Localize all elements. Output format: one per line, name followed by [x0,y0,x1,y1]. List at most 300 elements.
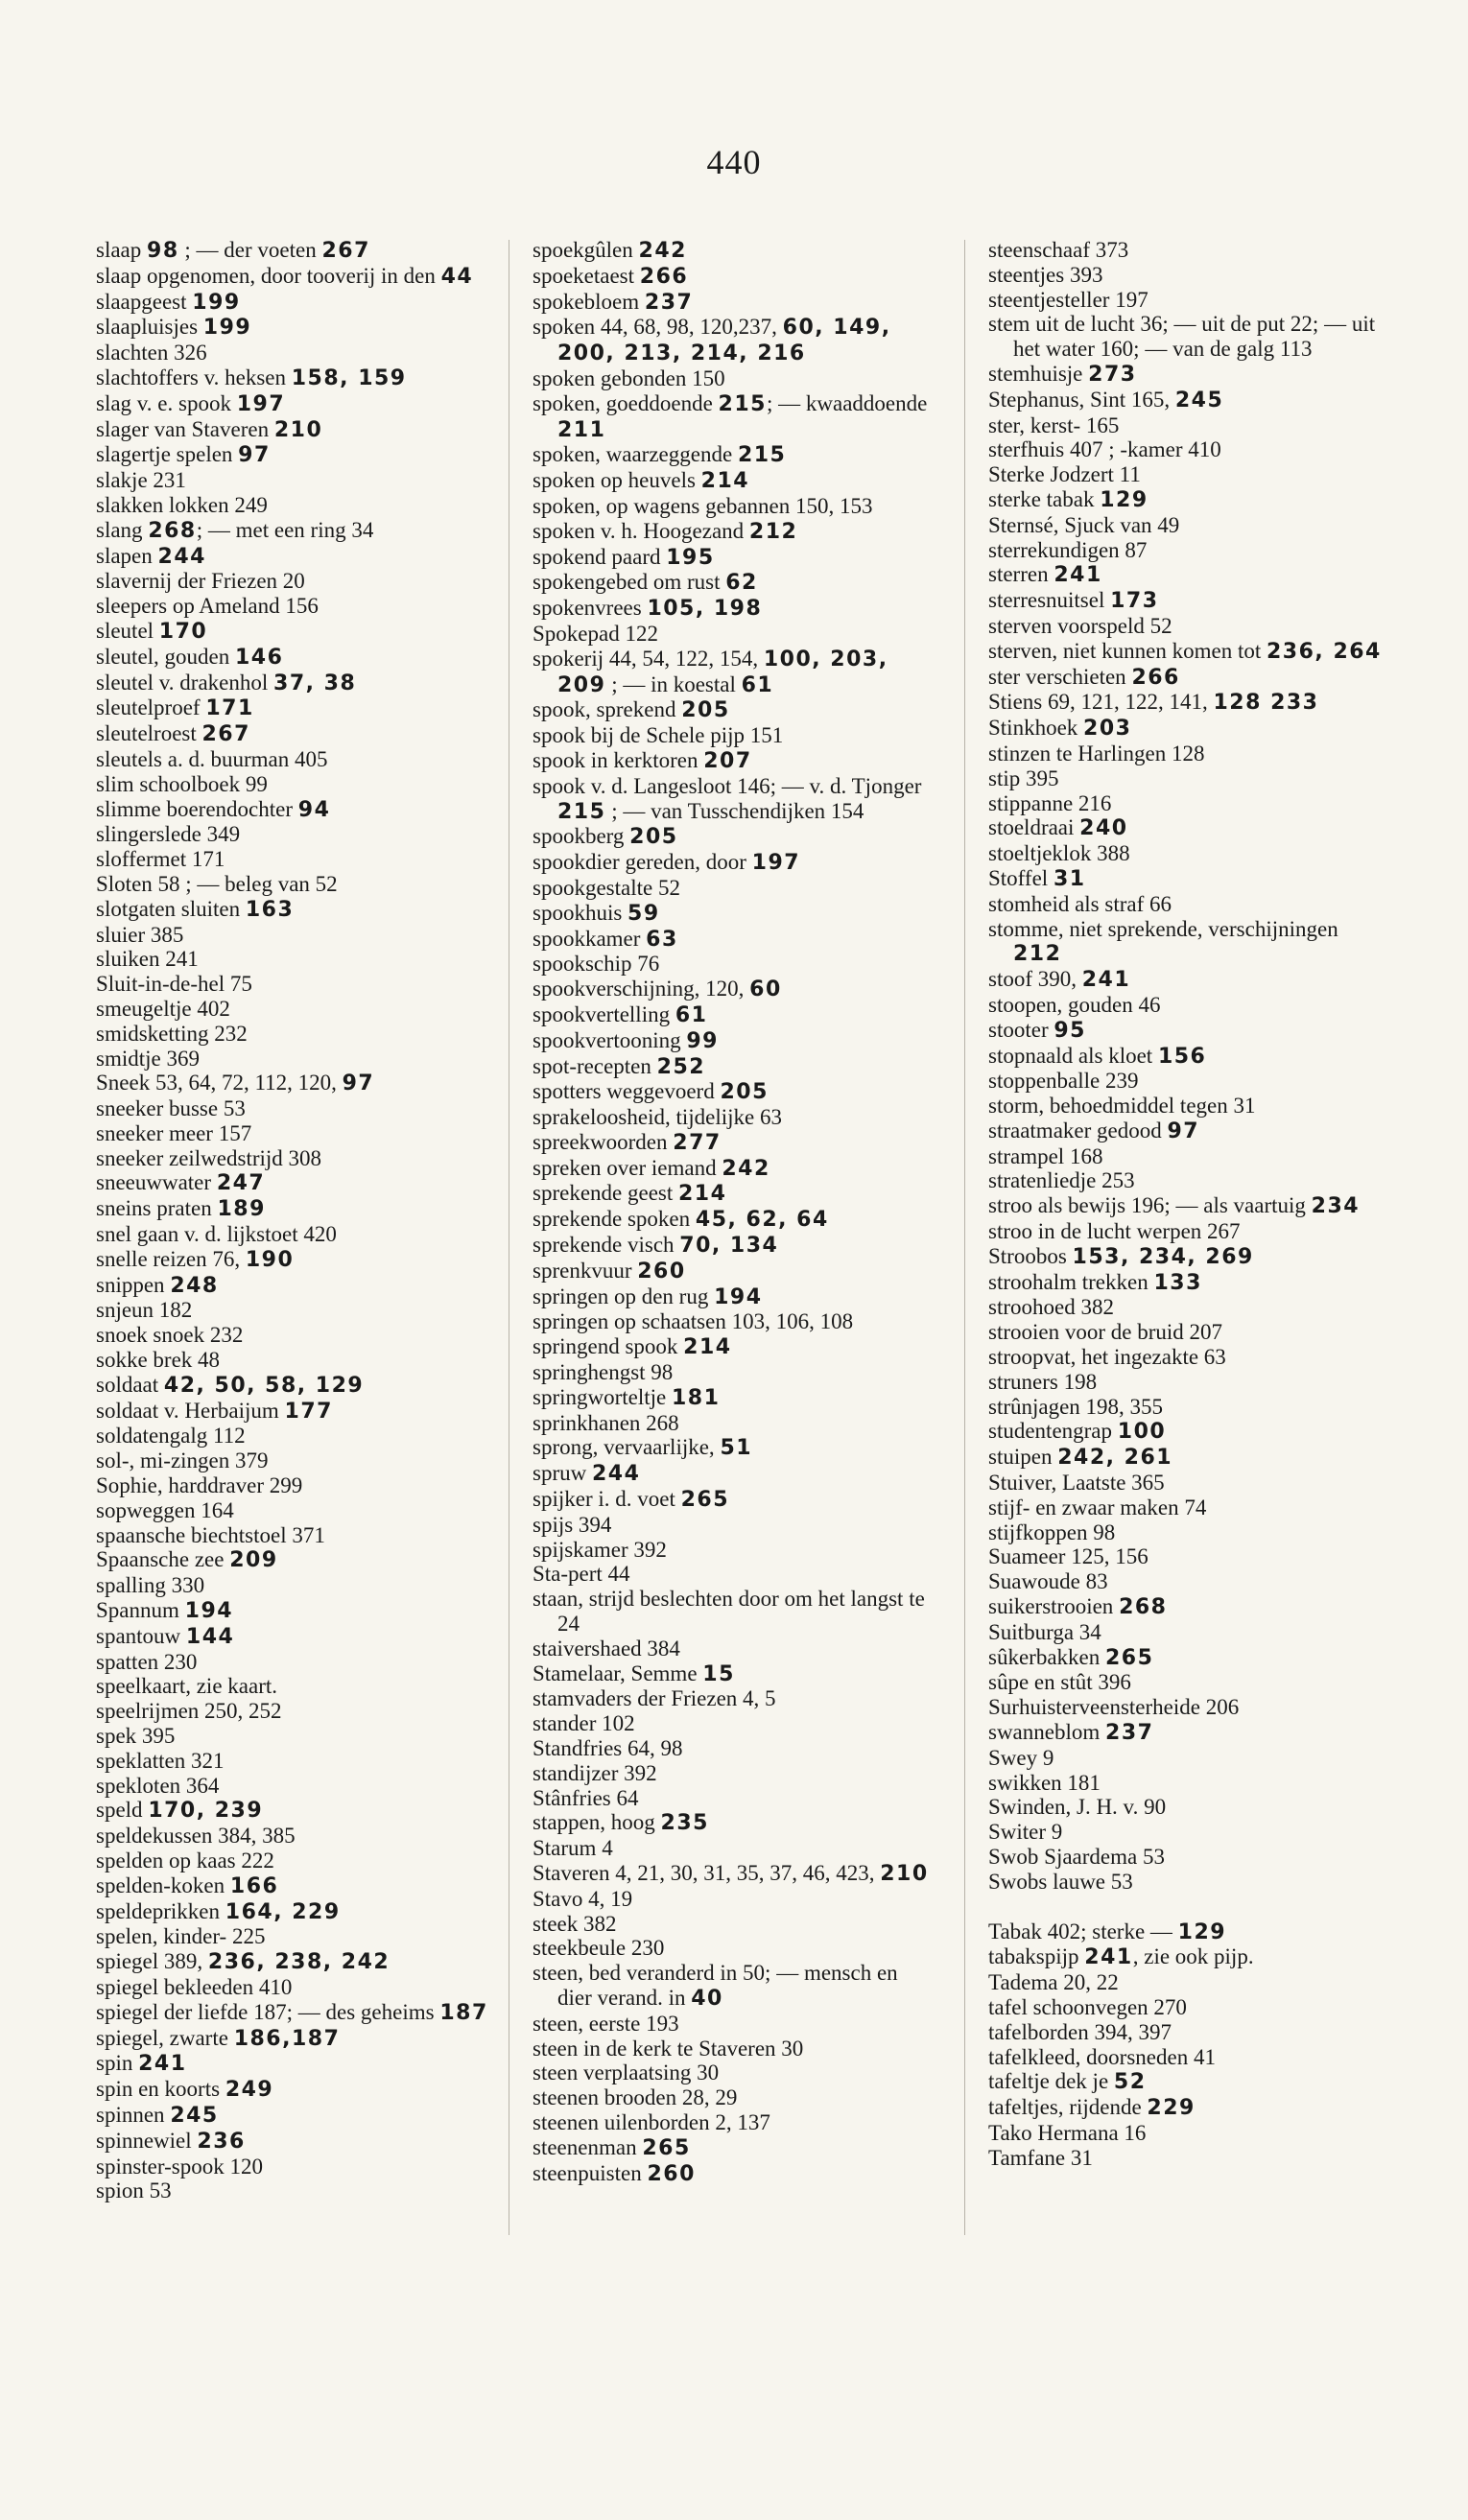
bold-page-ref: 40 [691,1986,723,2011]
index-entry: stappen, hoog 235 [533,1810,709,1836]
bold-page-ref: 170, 239 [148,1799,264,1824]
index-entry: Spaansche zee 209 [96,1547,278,1573]
index-entry: steek 382 [533,1911,617,1936]
bold-page-ref: 273 [1088,362,1137,387]
bold-page-ref: 42, 50, 58, 129 [163,1373,365,1398]
index-entry: Stamelaar, Semme 15 [533,1660,735,1686]
index-entry: spatten 230 [96,1649,198,1674]
index-entry: spoken, goeddoende 215; — kwaaddoende 211 [533,390,928,442]
index-entry: slaapgeest 199 [96,289,241,315]
index-entry: sneeuwwater 247 [96,1170,266,1196]
bold-page-ref: 128 233 [1213,691,1319,716]
index-entry: spoken op heuvels 214 [533,468,750,494]
index-entry: sterke tabak 129 [988,486,1148,512]
index-entry: spoken v. h. Hoogezand 212 [533,518,798,544]
index-entry: smidsketting 232 [96,1021,248,1046]
bold-page-ref: 249 [225,2078,274,2103]
index-entry: steenpuisten 260 [533,2160,696,2186]
index-entry: steenschaaf 373 [988,238,1129,262]
index-entry: slakje 231 [96,468,186,493]
bold-page-ref: 266 [639,264,689,289]
bold-page-ref: 194 [714,1284,763,1309]
index-entry: stinzen te Harlingen 128 [988,741,1205,765]
index-entry: spookhuis 59 [533,900,660,926]
bold-page-ref: 61 [675,1002,708,1027]
bold-page-ref: 15 [702,1661,735,1686]
index-entry: snelle reizen 76, 190 [96,1246,295,1272]
bold-page-ref: 240 [1079,816,1128,841]
index-entry: stroohoed 382 [988,1295,1114,1320]
index-entry: sluier 385 [96,922,184,947]
index-entry: springhengst 98 [533,1360,674,1385]
index-entry: slim schoolboek 99 [96,771,268,796]
index-entry: strampel 168 [988,1143,1103,1168]
index-entry: stijf- en zwaar maken 74 [988,1495,1207,1519]
bold-page-ref: 211 [557,417,606,442]
bold-page-ref: 62 [725,571,758,596]
index-entry: steekbeule 230 [533,1936,665,1961]
index-entry: spelden op kaas 222 [96,1849,274,1872]
bold-page-ref: 97 [238,443,271,468]
index-entry: slachtoffers v. heksen 158, 159 [96,365,407,390]
index-entry: steen in de kerk te Staveren 30 [533,2036,804,2061]
bold-page-ref: 267 [201,722,250,747]
index-entry: sleutel v. drakenhol 37, 38 [96,670,357,695]
bold-page-ref: 207 [703,748,752,773]
bold-page-ref: 170 [158,619,208,644]
index-entry: spin 241 [96,2051,187,2077]
bold-page-ref: 205 [629,825,678,850]
bold-page-ref: 252 [656,1054,706,1079]
index-entry: spook in kerktoren 207 [533,747,752,773]
bold-page-ref: 60 [749,977,782,1002]
index-entry: sprekende geest 214 [533,1181,727,1207]
bold-page-ref: 248 [170,1273,219,1298]
bold-page-ref: 265 [1105,1645,1154,1670]
bold-page-ref: 70, 134 [679,1234,779,1259]
index-entry: stoopen, gouden 46 [988,992,1161,1017]
index-entry: snjeun 182 [96,1298,193,1323]
index-entry: spoeketaest 266 [533,263,689,289]
bold-page-ref: 166 [229,1873,279,1898]
index-entry: spelen, kinder- 225 [96,1924,266,1949]
bold-page-ref: 199 [202,316,252,341]
index-entry: tafelkleed, doorsneden 41 [988,2044,1216,2069]
bold-page-ref: 164, 229 [225,1899,341,1924]
index-entry: Suitburga 34 [988,1619,1101,1644]
bold-page-ref: 247 [216,1171,266,1196]
index-entry: Staveren 4, 21, 30, 31, 35, 37, 46, 423, 210 [533,1861,929,1886]
index-entry: spantouw 144 [96,1623,235,1649]
index-entry: stuipen 242, 261 [988,1445,1173,1471]
bold-page-ref: 100 [1117,1420,1167,1445]
index-entry: smeugeltje 402 [96,996,230,1021]
index-entry: spoekgûlen 242 [533,238,687,263]
index-entry: stem uit de lucht 36; — uit de put 22; — uit het water 160; — van de galg 113 [988,312,1376,362]
index-entry: swanneblom 237 [988,1720,1154,1746]
bold-page-ref: 153, 234, 269 [1072,1244,1254,1269]
bold-page-ref: 52 [1113,2070,1147,2095]
index-entry: spokend paard 195 [533,544,715,570]
index-entry: slakken lokken 249 [96,492,268,517]
index-entry: Tamfane 31 [988,2145,1093,2170]
bold-page-ref: 203 [1083,717,1132,742]
index-entry: springworteltje 181 [533,1384,721,1410]
index-entry: Stiens 69, 121, 122, 141, 128 233 [988,690,1319,716]
index-entry: stroo in de lucht werpen 267 [988,1219,1241,1244]
index-entry: spalling 330 [96,1573,205,1598]
index-entry: stip 395 [988,765,1059,790]
index-entry: sprenkvuur 260 [533,1258,686,1284]
index-entry: sleepers op Ameland 156 [96,594,319,619]
index-entry: spaansche biechtstoel 371 [96,1522,325,1547]
bold-page-ref: 59 [627,901,660,926]
index-entry: Stoffel 31 [988,865,1086,891]
index-entry: stroo als bewijs 196; — als vaartuig 234 [988,1193,1361,1219]
index-entry: sprekende spoken 45, 62, 64 [533,1207,829,1233]
index-entry: sprong, vervaarlijke, 51 [533,1435,753,1461]
index-entry: Swobs lauwe 53 [988,1869,1133,1894]
index-entry: tafel schoonvegen 270 [988,1994,1187,2019]
index-column-1 [96,238,489,2203]
index-entry: slager van Staveren 210 [96,416,323,442]
index-entry: speklatten 321 [96,1748,225,1773]
index-entry: strûnjagen 198, 355 [988,1394,1164,1419]
index-entry: ster, kerst- 165 [988,412,1120,437]
index-entry: spion 53 [96,2179,172,2203]
bold-page-ref: 94 [297,797,331,822]
bold-page-ref: 241 [1054,563,1102,588]
bold-page-ref: 236 [197,2129,246,2154]
index-entry: spijskamer 392 [533,1537,667,1562]
index-entry: sûkerbakken 265 [988,1644,1154,1670]
index-entry: stemhuisje 273 [988,361,1137,387]
bold-page-ref: 158, 159 [291,365,407,390]
index-entry: ster verschieten 266 [988,664,1180,690]
index-entry: spinnewiel 236 [96,2128,246,2154]
bold-page-ref: 265 [680,1488,730,1513]
index-entry: spinnen 245 [96,2102,219,2128]
index-entry: sokke brek 48 [96,1348,221,1373]
index-entry: slachten 326 [96,341,207,365]
index-entry: slaap opgenomen, door tooverij in den 44 [96,263,474,289]
index-entry: spook bij de Schele pijp 151 [533,723,784,748]
index-entry: spokerij 44, 54, 122, 154, 100, 203, 209 ; — in koestal 61 [533,646,888,697]
index-entry: slavernij der Friezen 20 [96,569,305,594]
index-entry: spoken 44, 68, 98, 120,237, 60, 149, 200, 213, 214, 216 [533,315,891,366]
bold-page-ref: 212 [748,519,798,544]
index-entry: standijzer 392 [533,1760,657,1785]
bold-page-ref: 100, 203, 209 [557,647,888,697]
index-entry: speelkaart, zie kaart. [96,1674,277,1699]
bold-page-ref: 163 [245,897,295,922]
bold-page-ref: 60, 149, 200, 213, 214, 216 [557,316,891,366]
index-entry: springen op schaatsen 103, 106, 108 [533,1309,854,1334]
index-entry: steenenman 265 [533,2134,691,2160]
index-entry: Sta-pert 44 [533,1562,630,1587]
bold-page-ref: 235 [660,1811,709,1836]
index-entry: Tadema 20, 22 [988,1970,1119,1995]
index-entry: spookschip 76 [533,952,660,977]
index-entry: sterfhuis 407 ; -kamer 410 [988,437,1221,462]
index-entry: Stroobos 153, 234, 269 [988,1243,1254,1269]
bold-page-ref: 266 [1131,665,1180,690]
bold-page-ref: 237 [644,290,694,315]
index-entry: spookkamer 63 [533,926,678,952]
index-entry: sluiken 241 [96,947,199,972]
bold-page-ref: 210 [880,1862,929,1886]
index-entry: sûpe en stût 396 [988,1670,1131,1695]
index-entry: sleutels a. d. buurman 405 [96,746,328,771]
index-entry: steentjesteller 197 [988,287,1148,312]
bold-page-ref: 245 [170,2103,219,2128]
index-entry: spookgestalte 52 [533,875,680,900]
index-entry: Starum 4 [533,1836,613,1861]
index-entry: slapen 244 [96,543,206,569]
index-entry: stoppenballe 239 [988,1069,1139,1094]
bold-page-ref: 241 [1084,1945,1133,1970]
bold-page-ref: 214 [700,469,750,494]
index-entry: struners 198 [988,1369,1098,1394]
bold-page-ref: 45, 62, 64 [695,1208,829,1233]
index-entry: spokebloem 237 [533,289,694,315]
index-entry: slotgaten sluiten 163 [96,896,295,922]
bold-page-ref: 229 [1147,2096,1196,2121]
index-entry: speld 170, 239 [96,1798,264,1824]
index-entry: spek 395 [96,1724,176,1749]
index-entry: Stuiver, Laatste 365 [988,1471,1165,1496]
index-entry: studentengrap 100 [988,1419,1167,1445]
index-entry: Stinkhoek 203 [988,716,1132,742]
index-entry: stroopvat, het ingezakte 63 [988,1345,1226,1370]
index-entry: Sloten 58 ; — beleg van 52 [96,871,338,896]
bold-page-ref: 236, 264 [1267,639,1382,664]
index-entry: suikerstrooien 268 [988,1594,1168,1620]
index-entry: stoeldraai 240 [988,815,1128,841]
bold-page-ref: 63 [646,927,678,952]
index-entry: stroohalm trekken 133 [988,1269,1202,1295]
bold-page-ref: 197 [751,851,801,876]
index-entry: spookvertelling 61 [533,1001,708,1027]
index-entry: stomme, niet sprekende, verschijningen 212 [988,916,1338,967]
index-entry: staan, strijd beslechten door om het langst te 24 [533,1587,925,1637]
index-entry: stippanne 216 [988,790,1112,815]
bold-page-ref: 97 [342,1072,375,1096]
index-entry: Sneek 53, 64, 72, 112, 120, 97 [96,1071,375,1096]
index-entry: snippen 248 [96,1272,219,1298]
bold-page-ref: 95 [1054,1018,1086,1043]
bold-page-ref: 37, 38 [273,671,357,695]
index-entry: spinster-spook 120 [96,2154,263,2179]
bold-page-ref: 214 [678,1182,727,1207]
index-entry: Tabak 402; sterke — 129 [988,1919,1227,1944]
index-entry: sneins praten 189 [96,1196,266,1222]
index-entry: tabakspijp 241, zie ook pijp. [988,1944,1254,1970]
index-entry: spotters weggevoerd 205 [533,1079,769,1105]
index-entry: stopnaald als kloet 156 [988,1043,1207,1069]
index-entry: sleutel 170 [96,618,208,644]
bold-page-ref: 199 [192,290,241,315]
index-entry: soldaat v. Herbaijum 177 [96,1398,333,1424]
bold-page-ref: 146 [235,645,284,670]
bold-page-ref: 205 [720,1080,769,1105]
bold-page-ref: 277 [673,1130,722,1155]
index-entry: springen op den rug 194 [533,1284,763,1309]
bold-page-ref: 97 [1167,1119,1200,1143]
bold-page-ref: 190 [245,1247,295,1272]
index-entry: Spokepad 122 [533,621,658,646]
bold-page-ref: 156 [1157,1044,1207,1069]
index-entry: spookberg 205 [533,824,678,850]
index-entry: spiegel 389, 236, 238, 242 [96,1949,391,1975]
index-entry: spook, sprekend 205 [533,697,730,723]
index-entry: spoken, waarzeggende 215 [533,442,787,468]
index-entry: steenen uilenborden 2, 137 [533,2109,770,2134]
index-entry: snoek snoek 232 [96,1323,244,1348]
index-entry: sprinkhanen 268 [533,1410,679,1435]
index-entry: sprekende visch 70, 134 [533,1233,779,1259]
index-entry: tafeltje dek je 52 [988,2069,1147,2095]
index-entry: Suameer 125, 156 [988,1544,1148,1569]
bold-page-ref: 241 [1081,968,1131,993]
bold-page-ref: 267 [321,239,370,263]
index-column-2 [533,238,931,2186]
index-entry: spoken, op wagens gebannen 150, 153 [533,493,873,518]
index-entry: storm, behoedmiddel tegen 31 [988,1094,1256,1119]
bold-page-ref: 177 [284,1399,333,1424]
index-entry: smidtje 369 [96,1046,200,1071]
index-entry: sneeker meer 157 [96,1120,252,1145]
index-entry: swikken 181 [988,1770,1101,1795]
index-entry: sol-, mi-zingen 379 [96,1448,269,1473]
index-entry: speelrijmen 250, 252 [96,1699,282,1724]
bold-page-ref: 197 [236,391,286,416]
index-entry: spiegel, zwarte 186,187 [96,2025,341,2051]
index-entry: slagertje spelen 97 [96,442,271,468]
index-entry: slang 268; — met een ring 34 [96,517,374,543]
index-entry: spook v. d. Langesloot 146; — v. d. Tjonger 215 ; — van Tusschendijken 154 [533,773,922,824]
index-entry: steen, eerste 193 [533,2011,679,2036]
index-entry: slaap 98 ; — der voeten 267 [96,238,370,263]
index-entry: Swey 9 [988,1745,1054,1770]
index-entry: spot-recepten 252 [533,1053,706,1079]
index-entry: springend spook 214 [533,1334,732,1360]
index-entry: Switer 9 [988,1820,1063,1845]
index-entry: stoeltjeklok 388 [988,841,1130,866]
bold-page-ref: 173 [1110,589,1159,614]
index-entry: snel gaan v. d. lijkstoet 420 [96,1222,337,1247]
bold-page-ref: 242 [638,239,687,263]
bold-page-ref: 244 [157,544,206,569]
column-divider [964,240,965,2235]
index-entry: slingerslede 349 [96,822,241,847]
index-entry: spoken gebonden 150 [533,365,725,390]
index-entry: spookverschijning, 120, 60 [533,977,782,1002]
index-entry: sterven voorspeld 52 [988,613,1172,638]
index-entry: slaapluisjes 199 [96,315,252,341]
index-entry: spookvertooning 99 [533,1027,719,1053]
index-entry: sterrekundigen 87 [988,537,1148,562]
bold-page-ref: 242, 261 [1057,1446,1173,1471]
index-entry: sopweggen 164 [96,1497,234,1522]
index-entry: spreekwoorden 277 [533,1129,722,1155]
bold-page-ref: 212 [1013,942,1062,967]
index-entry: sleutelroest 267 [96,721,250,747]
index-entry: Sterke Jodzert 11 [988,462,1141,487]
index-entry: steen, bed veranderd in 50; — mensch en dier verand. in 40 [533,1961,898,2011]
index-entry: Standfries 64, 98 [533,1736,683,1761]
index-entry: stijfkoppen 98 [988,1519,1116,1544]
index-entry: tafeltjes, rijdende 229 [988,2095,1196,2121]
index-entry: Swinden, J. H. v. 90 [988,1795,1167,1820]
index-entry: spekloten 364 [96,1773,220,1798]
index-entry: Spannum 194 [96,1598,234,1624]
index-entry: sprakeloosheid, tijdelijke 63 [533,1105,782,1130]
index-entry: Stavo 4, 19 [533,1886,633,1911]
index-entry: sterresnuitsel 173 [988,588,1159,614]
index-entry: slimme boerendochter 94 [96,796,331,822]
index-entry: slag v. e. spook 197 [96,390,286,416]
index-entry: tafelborden 394, 397 [988,2019,1172,2044]
index-entry: spiegel bekleeden 410 [96,1974,293,1999]
bold-page-ref: 133 [1153,1270,1202,1295]
index-entry: steentjes 393 [988,262,1103,287]
index-entry: sneeker busse 53 [96,1096,246,1121]
bold-page-ref: 234 [1311,1194,1361,1219]
index-entry: Tako Hermana 16 [988,2120,1147,2145]
bold-page-ref: 187 [439,2000,488,2025]
index-entry: stoof 390, 241 [988,967,1131,993]
bold-page-ref: 245 [1174,388,1224,412]
index-entry: spokenvrees 105, 198 [533,596,763,622]
index-entry: Sophie, harddraver 299 [96,1473,303,1498]
bold-page-ref: 105, 198 [647,597,763,622]
bold-page-ref: 237 [1105,1721,1154,1746]
index-entry: spruw 244 [533,1461,641,1487]
bold-page-ref: 205 [681,698,730,723]
index-entry: spijs 394 [533,1512,612,1537]
bold-page-ref: 210 [273,417,323,442]
index-entry: spokengebed om rust 62 [533,570,758,596]
bold-page-ref: 260 [647,2161,696,2186]
index-entry: Stephanus, Sint 165, 245 [988,387,1224,412]
bold-page-ref: 209 [229,1548,278,1573]
bold-page-ref: 181 [672,1385,721,1410]
index-entry: spin en koorts 249 [96,2077,274,2103]
index-column-3 [988,238,1391,2171]
index-entry: soldaat 42, 50, 58, 129 [96,1372,365,1398]
bold-page-ref: 244 [591,1462,641,1487]
bold-page-ref: 268 [148,518,197,543]
index-entry: sleutel, gouden 146 [96,644,284,670]
bold-page-ref: 171 [205,696,254,721]
index-entry: sterren 241 [988,562,1102,588]
index-entry: soldatengalg 112 [96,1424,246,1448]
bold-page-ref: 51 [720,1436,753,1461]
bold-page-ref: 61 [741,672,774,697]
index-entry: sleutelproef 171 [96,695,254,721]
bold-page-ref: 186,187 [233,2026,341,2051]
bold-page-ref: 194 [184,1599,234,1624]
index-entry: spijker i. d. voet 265 [533,1487,730,1513]
index-entry: spookdier gereden, door 197 [533,850,801,876]
bold-page-ref: 44 [440,264,474,289]
index-entry: spelden-koken 166 [96,1872,279,1898]
index-entry: stooter 95 [988,1017,1086,1043]
index-entry: sloffermet 171 [96,847,225,872]
bold-page-ref: 129 [1177,1919,1227,1944]
index-entry: stomheid als straf 66 [988,891,1172,916]
